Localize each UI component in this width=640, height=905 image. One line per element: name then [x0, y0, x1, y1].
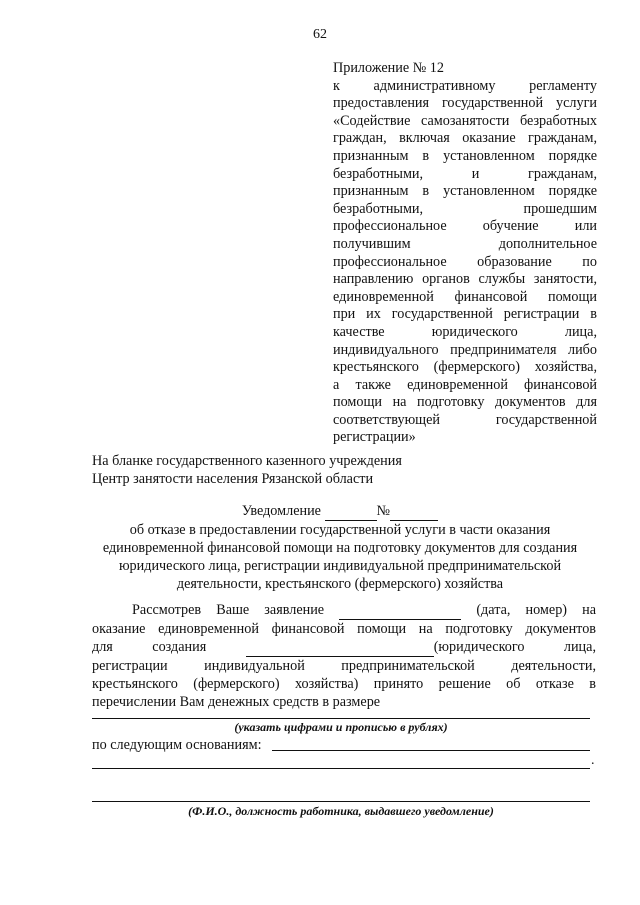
notice-word: Уведомление: [241, 503, 321, 519]
grounds-rule: [272, 750, 590, 751]
appendix-line: к административному регламенту: [333, 77, 597, 94]
amount-rule: [92, 718, 590, 719]
appendix-line: получившим дополнительное: [333, 235, 597, 252]
signature-rule: [92, 801, 590, 802]
appendix-line: безработными, прошедшим: [333, 200, 597, 217]
appendix-line: помощи на подготовку документов для: [333, 394, 597, 411]
appendix-line: качестве юридического лица,: [333, 323, 597, 340]
appendix-line: соответствующей государственной: [333, 411, 597, 428]
appendix-line: граждан, включая оказание гражданам,: [333, 130, 597, 147]
number-sign: №: [376, 503, 391, 519]
appendix-body: [333, 78, 597, 447]
appendix-line: безработными, и гражданам,: [333, 165, 597, 182]
appendix-block: [333, 60, 597, 447]
appendix-line: а также единовременной финансовой: [333, 376, 597, 393]
notice-body: [92, 601, 596, 711]
appendix-line: «Содействие самозанятости безработных: [333, 112, 597, 129]
appendix-line: индивидуального предпринимателя либо: [333, 341, 597, 358]
issuer-line: Центр занятости населения Рязанской области: [92, 471, 374, 487]
signature-caption: (Ф.И.О., должность работника, выдавшего уведомление): [188, 804, 494, 818]
issuer-line: На бланке государственного казенного учреждения: [92, 453, 402, 469]
appendix-line: признанным в установленном порядке: [333, 147, 597, 164]
notice-subtitle-line: об отказе в предоставлении государственной услуги в части оказания: [129, 522, 551, 538]
appendix-line: крестьянского (фермерского) хозяйства,: [333, 359, 597, 376]
appendix-title: Приложение № 12: [333, 60, 444, 76]
appendix-line: направлению органов службы занятости,: [333, 271, 597, 288]
entity-blank: [246, 638, 434, 657]
notice-subtitle-line: деятельности, крестьянского (фермерского) хозяйства: [176, 576, 504, 592]
body-line: оказание единовременной финансовой помощи на подготовку документов: [92, 621, 596, 637]
body-line: для создания (юридического лица,: [92, 639, 596, 655]
notice-title-line: [80, 502, 600, 521]
body-line: регистрации индивидуальной предпринимательской деятельности,: [92, 658, 596, 674]
notice-date-blank: [325, 502, 377, 521]
appendix-line: единовременной финансовой помощи: [333, 288, 597, 305]
notice-subtitle-line: единовременной финансовой помощи на подготовку документов для создания: [102, 540, 578, 556]
appendix-line: регистрации»: [333, 429, 416, 446]
page-number: 62: [313, 27, 327, 42]
amount-caption: (указать цифрами и прописью в рублях): [234, 720, 448, 734]
grounds-rule-2: [92, 768, 590, 769]
body-line: перечислении Вам денежных средств в размере: [92, 694, 381, 710]
appendix-line: профессиональное обучение или: [333, 218, 597, 235]
appendix-line: признанным в установленном порядке: [333, 183, 597, 200]
issuer-block: [92, 452, 592, 488]
notice-subtitle-line: юридического лица, регистрации индивидуальной предпринимательской: [118, 558, 562, 574]
notice-number-blank: [390, 502, 438, 521]
appendix-line: при их государственной регистрации в: [333, 306, 597, 323]
grounds-label: по следующим основаниям:: [92, 737, 262, 753]
body-line: крестьянского (фермерского) хозяйства) принято решение об отказе в: [92, 676, 596, 692]
appendix-line: профессиональное образование по: [333, 253, 597, 270]
grounds-period: .: [591, 753, 595, 768]
notice-heading: [80, 502, 600, 593]
appendix-line: предоставления государственной услуги: [333, 95, 597, 112]
application-blank: [339, 601, 461, 620]
body-line: Рассмотрев Ваше заявление (дата, номер) на: [132, 602, 597, 618]
